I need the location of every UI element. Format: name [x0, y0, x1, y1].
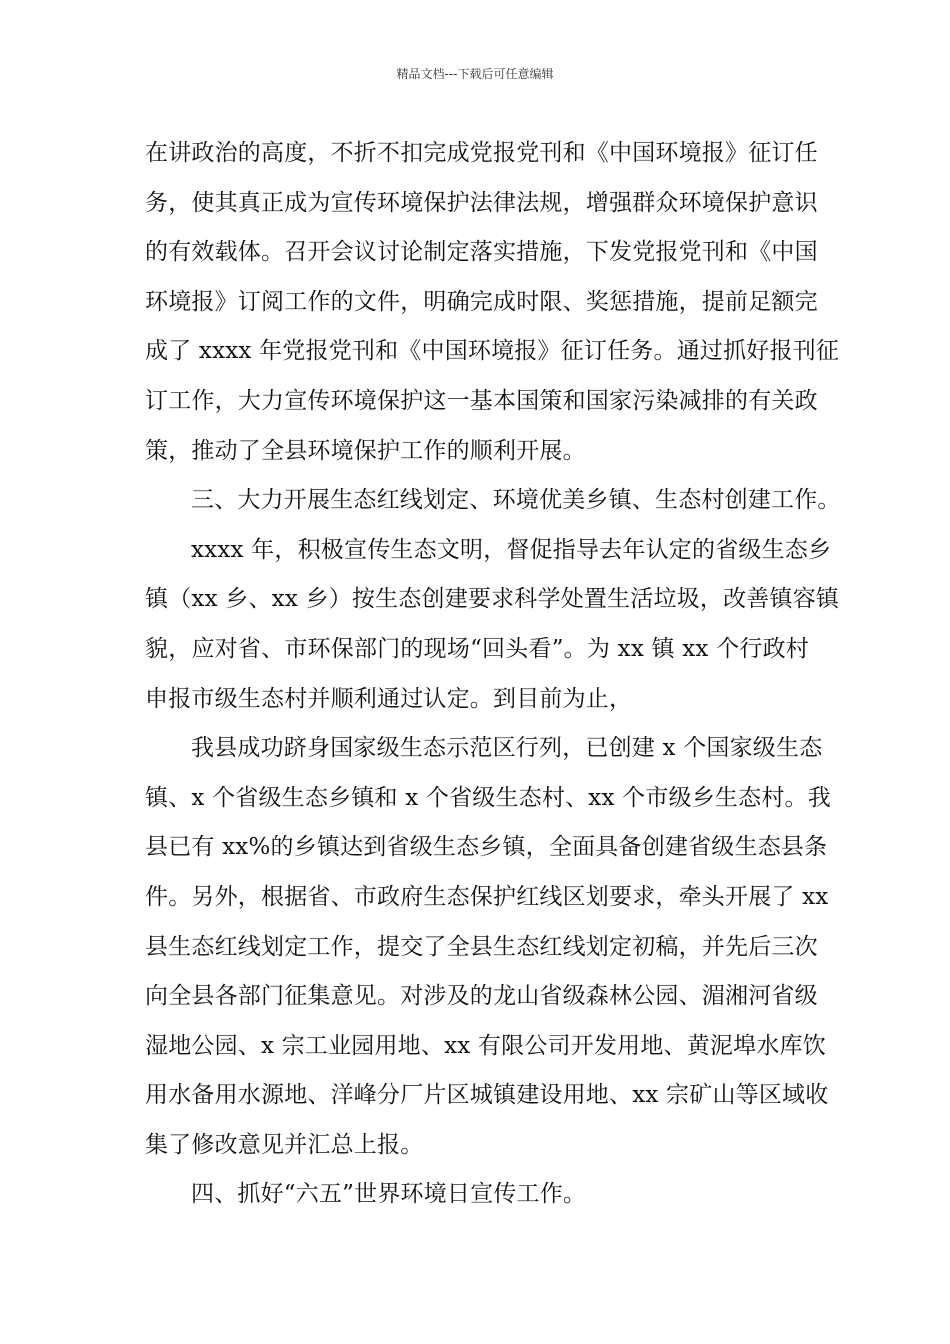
text-line: 向全县各部门征集意见。对涉及的龙山省级森林公园、湄湘河省级 [145, 983, 818, 1010]
page-header: 精品文档---下载后可任意编辑 [396, 67, 554, 81]
text-line: 县已有 xx%的乡镇达到省级生态乡镇，全面具备创建省级生态县条 [145, 834, 828, 861]
text-line: 镇（xx 乡、xx 乡）按生态创建要求科学处置生活垃圾，改善镇容镇 [145, 586, 840, 613]
text-line: 申报市级生态村并顺利通过认定。到目前为止， [145, 685, 633, 712]
text-line: xxxx 年，积极宣传生态文明，督促指导去年认定的省级生态乡 [191, 536, 832, 563]
text-line: 订工作，大力宣传环境保护这一基本国策和国家污染减排的有关政 [145, 387, 818, 414]
text-line: 四、抓好“六五”世界环境日宣传工作。 [191, 1181, 587, 1208]
text-line: 我县成功跻身国家级生态示范区行列，已创建 x 个国家级生态 [191, 735, 823, 762]
text-line: 在讲政治的高度，不折不扣完成党报党刊和《中国环境报》征订任 [145, 140, 818, 166]
text-line: 县生态红线划定工作，提交了全县生态红线划定初稿，并先后三次 [145, 933, 818, 960]
text-line: 的有效载体。召开会议讨论制定落实措施，下发党报党刊和《中国 [145, 239, 818, 266]
text-line: 环境报》订阅工作的文件，明确完成时限、奖惩措施，提前足额完 [145, 288, 818, 315]
text-line: 貌，应对省、市环保部门的现场“回头看”。为 xx 镇 xx 个行政村 [145, 635, 809, 662]
text-line: 三、大力开展生态红线划定、环境优美乡镇、生态村创建工作。 [191, 487, 841, 514]
text-line: 件。另外，根据省、市政府生态保护红线区划要求，牵头开展了 xx [145, 883, 829, 910]
text-line: 集了修改意见并汇总上报。 [145, 1131, 424, 1158]
text-line: 务，使其真正成为宣传环境保护法律法规，增强群众环境保护意识 [145, 189, 818, 216]
text-line: 湿地公园、x 宗工业园用地、xx 有限公司开发用地、黄泥埠水库饮 [145, 1032, 826, 1059]
text-line: 用水备用水源地、洋峰分厂片区城镇建设用地、xx 宗矿山等区域收 [145, 1082, 829, 1109]
text-line: 镇、x 个省级生态乡镇和 x 个省级生态村、xx 个市级乡生态村。我 [145, 784, 831, 811]
body-text [145, 129, 841, 1220]
text-line: 成了 xxxx 年党报党刊和《中国环境报》征订任务。通过抓好报刊征 [145, 338, 840, 365]
text-line: 策，推动了全县环境保护工作的顺利开展。 [145, 437, 586, 464]
